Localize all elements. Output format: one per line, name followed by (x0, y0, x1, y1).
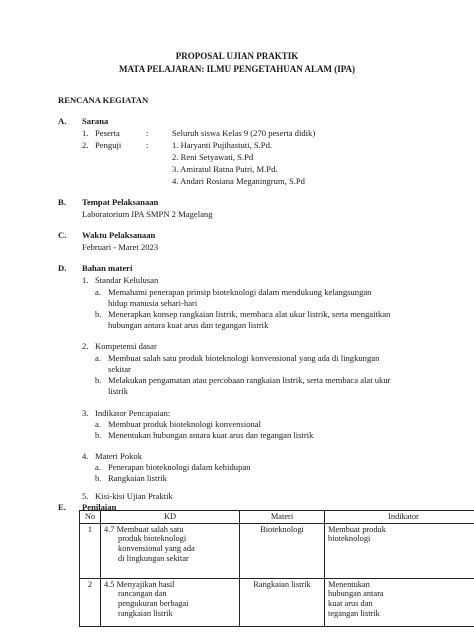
section-e-letter: E. (58, 502, 66, 512)
sub-text: Membuat produk bioteknologi konvensional (108, 419, 261, 429)
section-a-title: Sarana (82, 116, 109, 126)
rencana-heading: RENCANA KEGIATAN (58, 95, 149, 105)
kd-line: 4.5 Menyajikan hasil (104, 579, 175, 589)
examiner-item: 2. Reni Setyawati, S.Pd (172, 152, 254, 162)
examiner-item: 3. Amiratul Ratna Putri, M.Pd. (172, 164, 278, 174)
examiner-item: 4. Andari Rosiana Meganingrum, S.Pd (172, 176, 305, 186)
indikator-line: Membuat produk (328, 524, 386, 534)
section-c-value: Februari - Maret 2023 (82, 242, 159, 252)
materi-item-title: Indikator Pencapaian: (95, 408, 171, 418)
sub-text: Penerapan bioteknologi dalam kehidupan (108, 462, 251, 472)
materi-item-num: 5. (82, 491, 89, 501)
sub-text-cont: sekitar (108, 364, 131, 374)
kd-line: rangkaian listrik (118, 608, 173, 618)
sub-letter: b. (95, 430, 102, 440)
kd-line: 4.7 Membuat salah satu (104, 524, 184, 534)
section-d-title: Bahan materi (82, 263, 133, 273)
sarana-row-value: Seluruh siswa Kelas 9 (270 peserta didik) (172, 128, 316, 138)
sub-text: Memahami penerapan prinsip bioteknologi dalam mendukung kelangsungan (108, 287, 372, 297)
kd-line: rancangan dan (118, 589, 167, 599)
indikator-line: hubungan antara (328, 589, 384, 599)
assessment-table (79, 510, 474, 627)
indikator-line: bioteknologi (328, 534, 371, 544)
materi-item-num: 4. (82, 451, 89, 461)
cell-indikator (325, 578, 474, 626)
materi-item-title: Standar Kelulusan (95, 275, 159, 285)
document-subtitle: MATA PELAJARAN: ILMU PENGETAHUAN ALAM (IPA) (118, 64, 356, 74)
indikator-line: tegangan listrik (328, 608, 380, 618)
header-materi: Materi (240, 511, 325, 524)
section-c-letter: C. (58, 230, 67, 240)
sub-text-cont: hidup manusia sehari-hari (108, 298, 198, 308)
kd-line: produk bioteknologi (118, 534, 187, 544)
sub-letter: a. (95, 287, 101, 297)
sarana-row-label: Penguji (95, 140, 122, 150)
sub-letter: a. (95, 462, 101, 472)
cell-kd (101, 523, 240, 578)
sub-letter: b. (95, 473, 102, 483)
sub-text: Melakukan pengamatan atau percobaan rangkaian listrik, serta membaca alat ukur (108, 375, 391, 385)
materi-item-num: 3. (82, 408, 89, 418)
sub-text-cont: listrik (108, 386, 129, 396)
sarana-row-num: 2. (82, 140, 89, 150)
sub-text: Rangkaian listrik (108, 473, 167, 483)
section-c-title: Waktu Pelaksanaan (82, 230, 156, 240)
cell-materi: Bioteknologi (240, 523, 325, 578)
section-e-title: Penilaian (82, 502, 117, 512)
table-row (80, 578, 474, 626)
examiner-item: 1. Haryanti Pujihastuti, S.Pd. (172, 140, 273, 150)
sarana-row-num: 1. (82, 128, 89, 138)
sarana-row-colon: : (146, 128, 149, 138)
materi-item-num: 2. (82, 341, 89, 351)
sub-text: Menentukan hubungan antara kuat arus dan tegangan listrik (108, 430, 314, 440)
materi-item-title: Kompetensi dasar (95, 341, 157, 351)
header-kd: KD (101, 511, 240, 524)
section-a-letter: A. (58, 116, 67, 126)
kd-line: di lingkungan sekitar (118, 553, 189, 563)
materi-item-title: Materi Pokok (95, 451, 143, 461)
header-no: No (80, 511, 101, 524)
sub-letter: a. (95, 353, 101, 363)
section-b-letter: B. (58, 197, 66, 207)
indikator-line: Menentukan (328, 579, 370, 589)
cell-kd (101, 578, 240, 626)
sub-text-cont: hubungan antara kuat arus dan tegangan listrik (108, 320, 269, 330)
section-d-letter: D. (58, 263, 67, 273)
sub-text: Menerapkan konsep rangkaian listrik, membaca alat ukur listrik, serta mengaitkan (108, 309, 391, 319)
table-header-row (80, 511, 474, 524)
document-title: PROPOSAL UJIAN PRAKTIK (175, 51, 299, 61)
sub-letter: b. (95, 309, 102, 319)
kd-line: konvensional yang ada (118, 543, 195, 553)
materi-item-num: 1. (82, 275, 89, 285)
sub-letter: a. (95, 419, 101, 429)
cell-materi: Rangkaian listrik (240, 578, 325, 626)
cell-no: 1 (80, 523, 101, 578)
section-b-title: Tempat Pelaksanaan (82, 197, 159, 207)
table-row (80, 523, 474, 578)
section-b-value: Laboratorium IPA SMPN 2 Magelang (82, 209, 213, 219)
sarana-row-label: Peserta (95, 128, 120, 138)
materi-item-title: Kisi-kisi Ujian Praktik (95, 491, 173, 501)
sub-letter: b. (95, 375, 102, 385)
indikator-line: kuat arus dan (328, 598, 373, 608)
kd-line: pengukuran berbagai (118, 598, 189, 608)
sarana-row-colon: : (146, 140, 149, 150)
sub-text: Membuat salah satu produk bioteknologi konvensional yang ada di lingkungan (108, 353, 380, 363)
cell-no: 2 (80, 578, 101, 626)
header-indikator: Indikator (325, 511, 474, 524)
cell-indikator (325, 523, 474, 578)
